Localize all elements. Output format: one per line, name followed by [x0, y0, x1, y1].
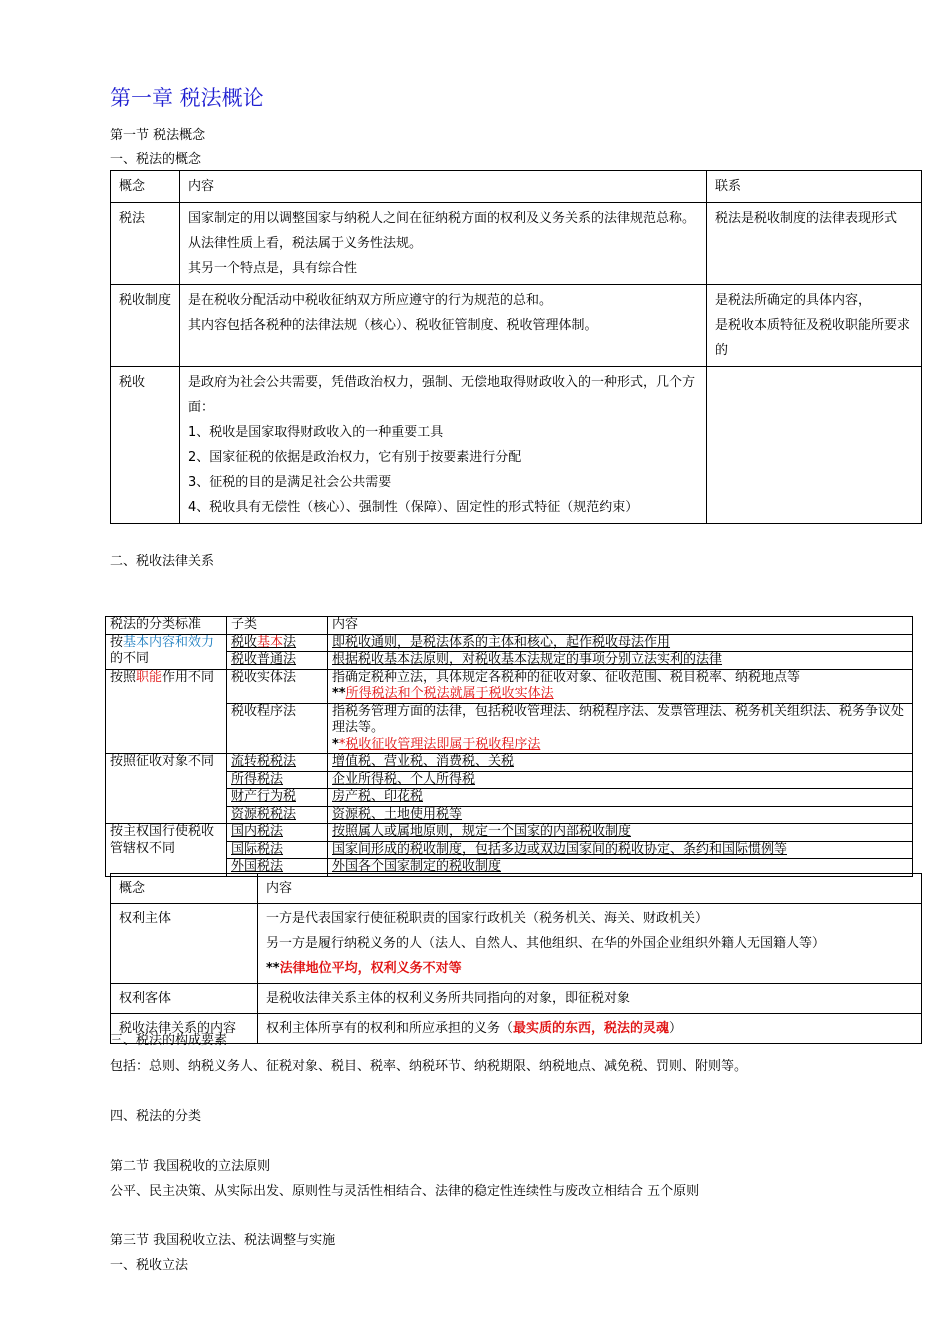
- content-cell: [328, 669, 913, 703]
- label-text: 按: [110, 634, 124, 650]
- content-line: 国家制定的用以调整国家与纳税人之间在征纳税方面的权利及义务关系的法律规范总称。: [188, 211, 696, 226]
- link-cell: [707, 203, 922, 285]
- category-cell: [106, 669, 227, 754]
- table-row: [111, 203, 922, 285]
- content-line: 指确定税种立法，具体规定各税种的征收对象、征收范围、税目税率、纳税地点等: [332, 669, 801, 685]
- table-header: 概念: [111, 874, 258, 904]
- category-cell: 按主权国行使税收管辖权不同: [106, 824, 227, 877]
- subsection-heading: 一、税收立法: [110, 1258, 189, 1273]
- concept-cell: 税收: [111, 367, 180, 524]
- content-cell: 根据税收基本法原则，对税收基本法规定的事项分别立法实利的法律: [328, 652, 913, 670]
- note-text: 所得税法和个税法就属于税收实体法: [345, 686, 554, 701]
- table-row: [106, 669, 913, 703]
- table-header-row: [111, 874, 922, 904]
- note-mark: **: [332, 686, 346, 701]
- label-text: 法: [283, 634, 297, 650]
- tax-law-concept-table: [110, 170, 922, 524]
- content-line: 一方是代表国家行使征税职责的国家行政机关（税务机关、海关、财政机关）: [266, 911, 709, 926]
- table-row: [111, 984, 922, 1014]
- table-header: 子类: [227, 617, 328, 635]
- paragraph: 包括：总则、纳税义务人、征税对象、税目、税率、纳税环节、纳税期限、纳税地点、减免税、罚则、附则等。: [110, 1059, 748, 1074]
- subsection-heading: 二、税收法律关系: [110, 554, 215, 569]
- subsection-heading: 一、税法的概念: [110, 152, 202, 167]
- content-text: ）: [669, 1021, 683, 1036]
- concept-cell: 权利客体: [111, 984, 258, 1014]
- table-row: [106, 771, 913, 789]
- label-text: 税收: [231, 634, 258, 650]
- content-line: 指税务管理方面的法律，包括税收管理法、纳税程序法、发票管理法、税务机关组织法、税务争议处理法等。: [332, 703, 905, 735]
- content-line: 2、国家征税的依据是政治权力，它有别于按要素进行分配: [188, 450, 522, 465]
- label-text: 作用不同: [162, 669, 215, 685]
- table-row: [111, 904, 922, 984]
- link-cell: [707, 285, 922, 367]
- subtype-cell: 资源税税法: [227, 806, 328, 824]
- content-cell: 增值税、营业税、消费税、关税: [328, 754, 913, 772]
- table-row: [106, 652, 913, 670]
- content-cell: [180, 285, 707, 367]
- concept-cell: 税收法律关系的内容: [111, 1014, 258, 1044]
- table-row: [106, 789, 913, 807]
- note-mark: **: [266, 961, 280, 976]
- section-heading: 第三节 我国税收立法、税法调整与实施: [110, 1233, 336, 1248]
- subtype-cell: [227, 634, 328, 652]
- content-line: 是税法所确定的具体内容，: [715, 293, 872, 308]
- content-cell: 按照属人或属地原则，规定一个国家的内部税收制度: [328, 824, 913, 842]
- subtype-cell: 财产行为税: [227, 789, 328, 807]
- table-header: 联系: [707, 171, 922, 203]
- table-row: [106, 824, 913, 842]
- content-cell: [180, 367, 707, 524]
- label-text: 按照: [110, 669, 137, 685]
- content-line: 是政府为社会公共需要，凭借政治权力，强制、无偿地取得财政收入的一种形式，几个方面：: [188, 375, 696, 415]
- content-cell: 资源税、土地使用税等: [328, 806, 913, 824]
- content-cell: [180, 203, 707, 285]
- subtype-cell: 税收实体法: [227, 669, 328, 703]
- concept-cell: 税收制度: [111, 285, 180, 367]
- subtype-cell: 流转税税法: [227, 754, 328, 772]
- subsection-heading: 三、税法的构成要素: [110, 1033, 228, 1048]
- content-line: 1、税收是国家取得财政收入的一种重要工具: [188, 425, 444, 440]
- content-text: 权利主体所享有的权利和所应承担的义务（: [266, 1021, 514, 1036]
- content-line: 4、税收具有无偿性（核心）、强制性（保障）、固定性的形式特征（规范约束）: [188, 500, 639, 515]
- subtype-cell: 税收普通法: [227, 652, 328, 670]
- content-line: 从法律性质上看，税法属于义务性法规。: [188, 236, 423, 251]
- section-heading: 第一节 税法概念: [110, 128, 206, 143]
- label-text: 的不同: [110, 651, 150, 666]
- content-note: [332, 737, 908, 754]
- note-mark: *: [332, 736, 339, 752]
- chapter-title: 第一章 税法概论: [110, 86, 264, 110]
- table-header: 内容: [180, 171, 707, 203]
- table-row: [106, 634, 913, 652]
- section-heading: 第二节 我国税收的立法原则: [110, 1159, 271, 1174]
- content-cell: [328, 703, 913, 754]
- table-header: 内容: [258, 874, 922, 904]
- content-cell: 企业所得税、个人所得税: [328, 771, 913, 789]
- category-cell: [106, 634, 227, 669]
- content-note: [266, 956, 913, 981]
- table-header: 概念: [111, 171, 180, 203]
- label-highlight: 基本内容和效力: [123, 634, 215, 650]
- subsection-heading: 四、税法的分类: [110, 1109, 202, 1124]
- note-text: 法律地位平均，权利义务不对等: [279, 961, 462, 976]
- table-row: [106, 806, 913, 824]
- content-cell: 国家间形成的税收制度，包括多边或双边国家间的税收协定、条约和国际惯例等: [328, 841, 913, 859]
- content-cell: 是税收法律关系主体的权利义务所共同指向的对象，即征税对象: [258, 984, 922, 1014]
- content-note: [332, 686, 908, 703]
- content-line: 是在税收分配活动中税收征纳双方所应遵守的行为规范的总和。: [188, 293, 553, 308]
- content-highlight: 最实质的东西，税法的灵魂: [513, 1021, 670, 1036]
- table-row: [111, 367, 922, 524]
- concept-cell: 税法: [111, 203, 180, 285]
- table-row: [111, 1014, 922, 1044]
- subtype-cell: 国内税法: [227, 824, 328, 842]
- subtype-cell: 税收程序法: [227, 703, 328, 754]
- category-cell: 按照征收对象不同: [106, 754, 227, 824]
- table-header: 税法的分类标准: [106, 617, 227, 635]
- table-row: [106, 703, 913, 754]
- content-cell: [258, 904, 922, 984]
- tax-law-classification-table: [105, 616, 913, 877]
- table-row: [111, 285, 922, 367]
- subtype-cell: 外国税法: [227, 859, 328, 877]
- link-cell: [707, 367, 922, 524]
- concept-cell: 权利主体: [111, 904, 258, 984]
- table-row: [106, 841, 913, 859]
- note-text: *税收征收管理法即属于税收程序法: [338, 736, 541, 752]
- content-cell: 房产税、印花税: [328, 789, 913, 807]
- subtype-cell: 所得税法: [227, 771, 328, 789]
- table-header-row: [106, 617, 913, 635]
- label-highlight: 基本: [257, 634, 284, 650]
- content-line: 3、征税的目的是满足社会公共需要: [188, 475, 392, 490]
- content-cell: 外国各个国家制定的税收制度: [328, 859, 913, 877]
- content-line: 是税收本质特征及税收职能所要求的: [715, 318, 911, 358]
- content-line: 另一方是履行纳税义务的人（法人、自然人、其他组织、在华的外国企业组织外籍人无国籍人等）: [266, 936, 826, 951]
- table-row: [106, 754, 913, 772]
- table-header-row: [111, 171, 922, 203]
- tax-legal-relation-table: [110, 873, 922, 1044]
- paragraph: 公平、民主决策、从实际出发、原则性与灵活性相结合、法律的稳定性连续性与废改立相结合 五个原则: [110, 1184, 700, 1199]
- content-line: 其另一个特点是，具有综合性: [188, 261, 358, 276]
- content-line: 税法是税收制度的法律表现形式: [715, 211, 898, 226]
- content-line: 其内容包括各税种的法律法规（核心）、税收征管制度、税收管理体制。: [188, 318, 598, 333]
- content-cell: [258, 1014, 922, 1044]
- table-header: 内容: [328, 617, 913, 635]
- content-cell: 即税收通则，是税法体系的主体和核心，起作税收母法作用: [328, 634, 913, 652]
- label-highlight: 职能: [136, 669, 163, 685]
- subtype-cell: 国际税法: [227, 841, 328, 859]
